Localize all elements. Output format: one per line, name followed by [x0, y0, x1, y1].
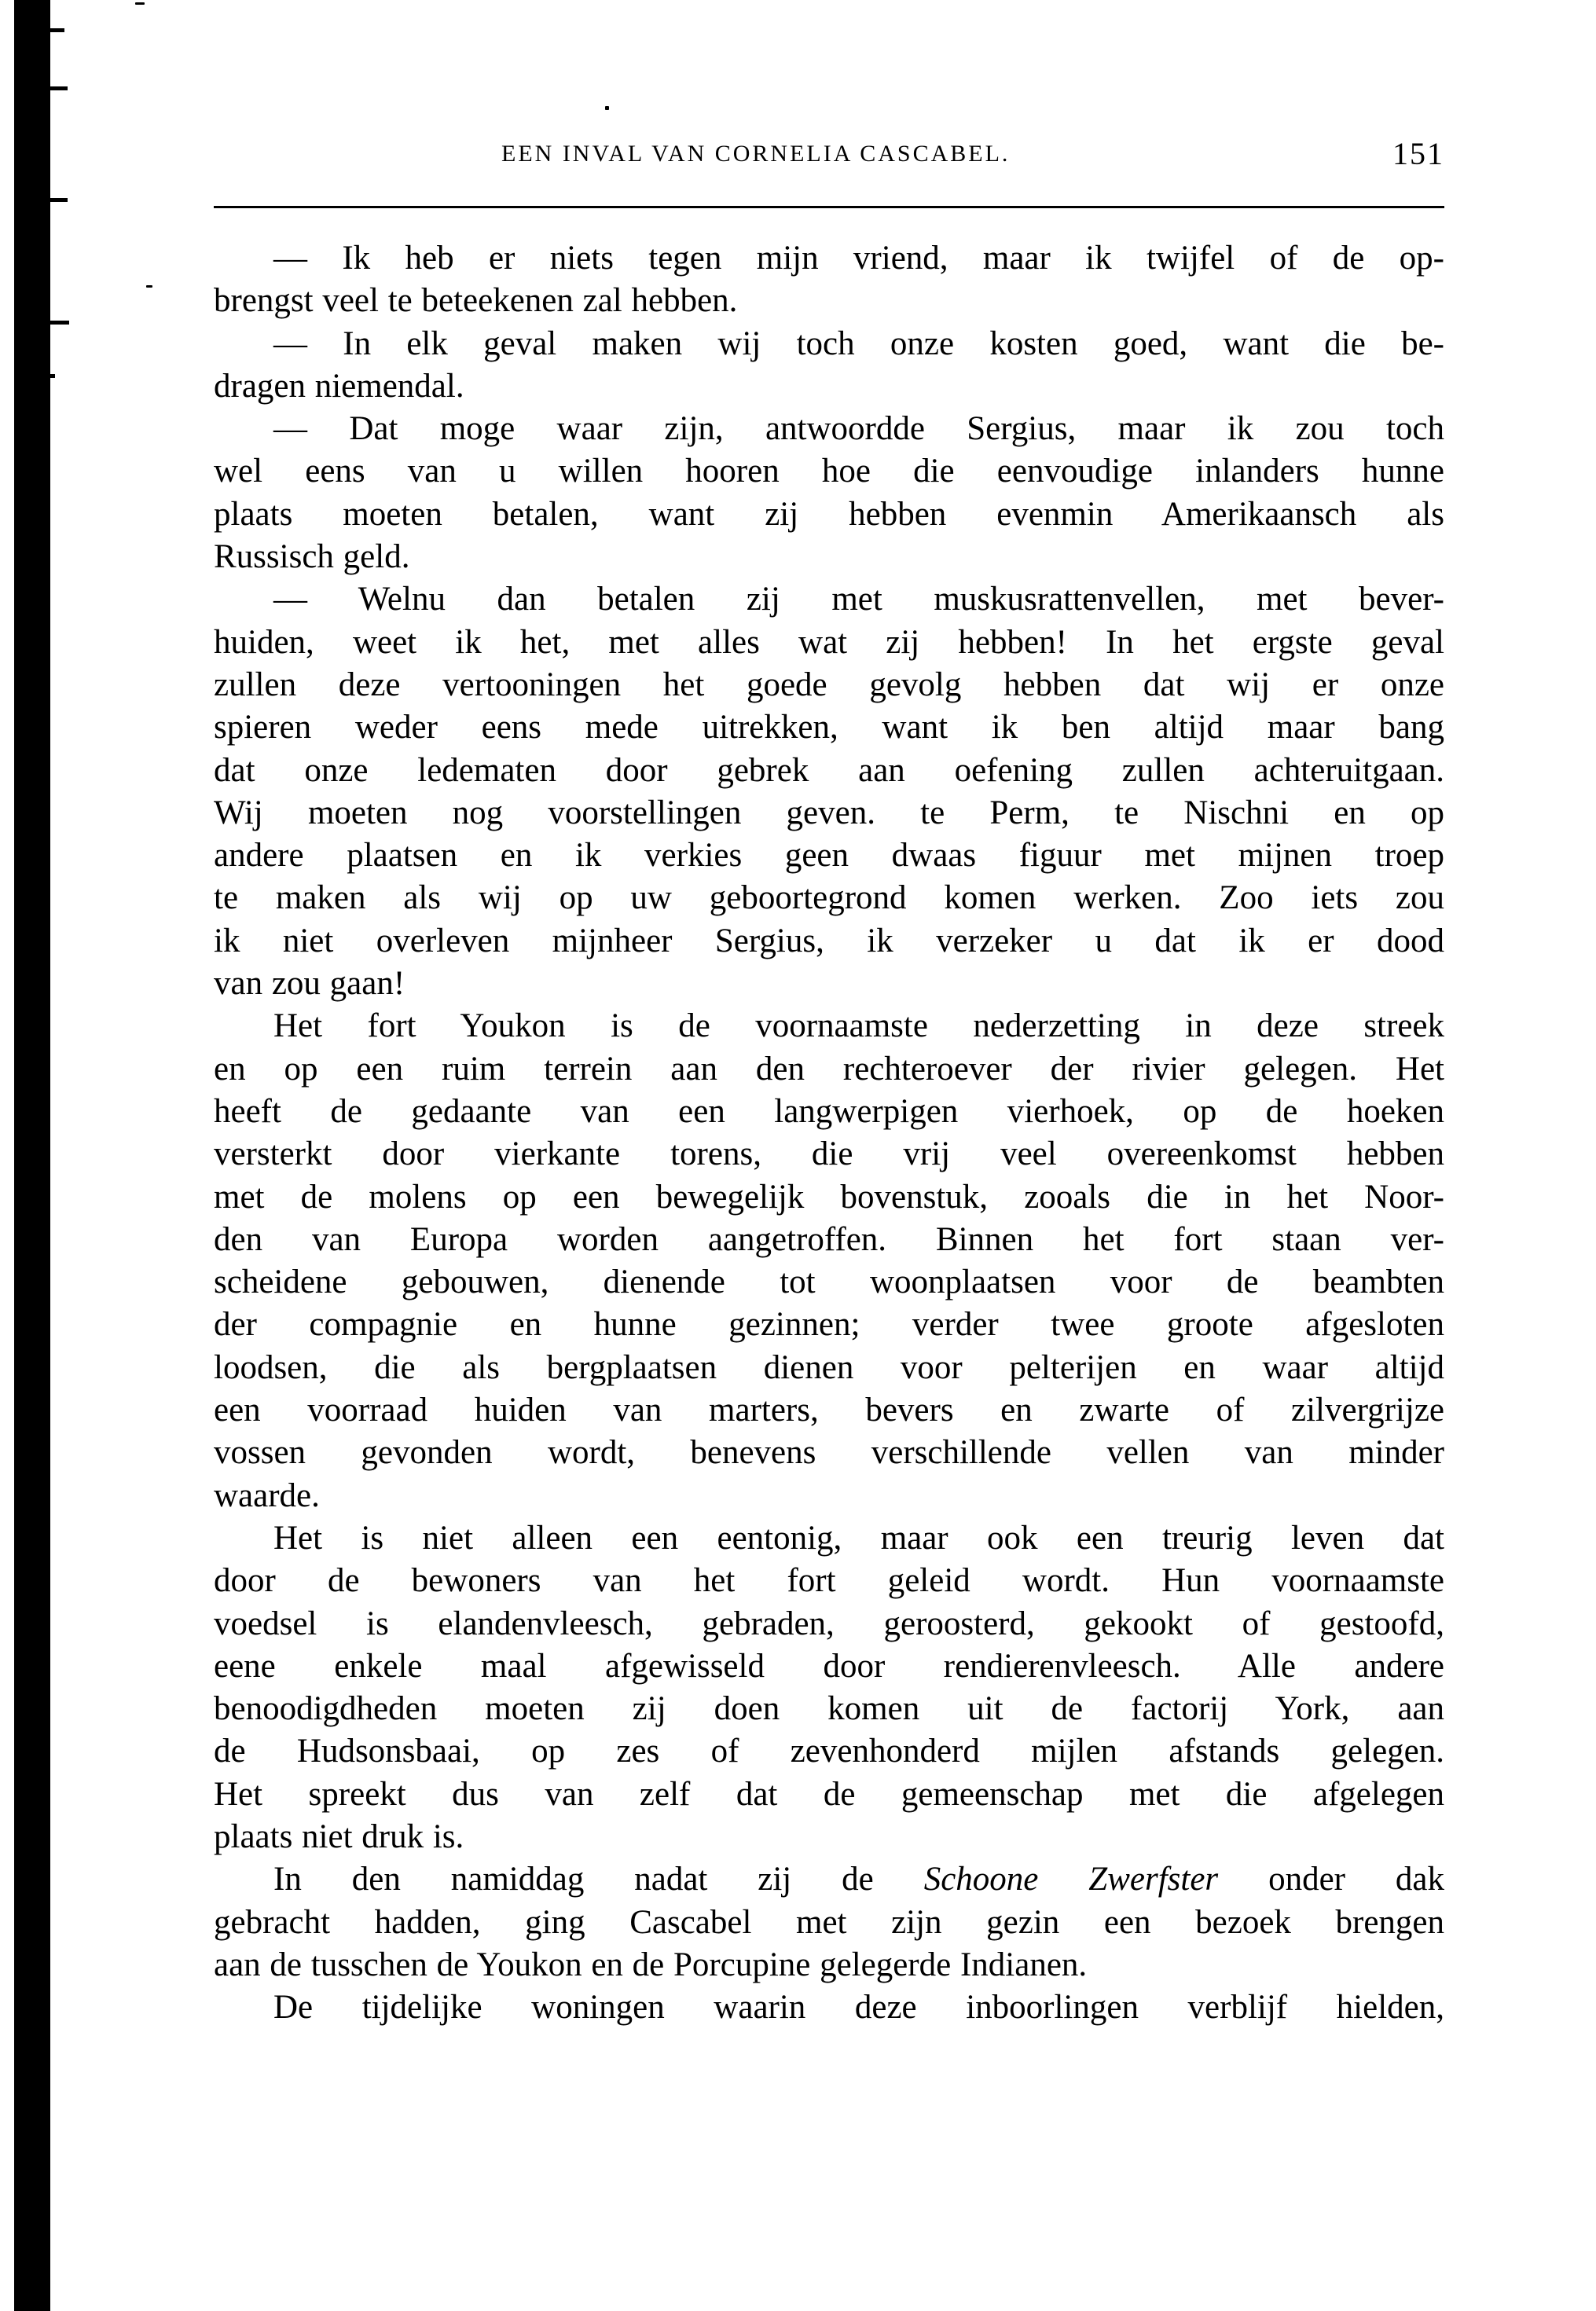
scan-artifact [47, 198, 68, 202]
ship-name-italic: Schoone Zwerfster [923, 1861, 1219, 1898]
text-line: van zou gaan! [214, 965, 405, 1003]
text-line: aan de tusschen de Youkon en de Porcupine gelegerde Indianen. [214, 1946, 1088, 1983]
scan-speck [135, 2, 145, 5]
text-line-with-italic [214, 1858, 1444, 1901]
text-line: eene enkele maal afgewisseld door rendierenvleesch. Alle andere [214, 1647, 1444, 1685]
text-line: den van Europa worden aangetroffen. Binnen het fort staan ver- [214, 1220, 1444, 1258]
text-line: spieren weder eens mede uitrekken, want ik ben altijd maar bang [214, 709, 1444, 746]
text-line: gebracht hadden, ging Cascabel met zijn gezin een bezoek brengen [214, 1903, 1444, 1941]
text-line: Het fort Youkon is de voornaamste nederzetting in deze streek [273, 1007, 1444, 1045]
running-title: EEN INVAL VAN CORNELIA CASCABEL. [501, 141, 1011, 167]
scan-binding-shadow [14, 0, 50, 2311]
text-line: door de bewoners van het fort geleid wordt. Hun voornaamste [214, 1562, 1444, 1600]
scan-speck [146, 285, 152, 288]
text-line: waarde. [214, 1476, 320, 1514]
text-line: plaats niet druk is. [214, 1818, 464, 1855]
scan-artifact [44, 374, 55, 378]
text-line: De tijdelijke woningen waarin deze inboorlingen verblijf hielden, [273, 1989, 1444, 2027]
scan-artifact [47, 28, 64, 32]
text-line: huiden, weet ik het, met alles wat zij hebben! In het ergste geval [214, 623, 1444, 661]
text-line: Het is niet alleen een eentonig, maar ook een treurig leven dat [273, 1519, 1444, 1557]
text-line: wel eens van u willen hooren hoe die eenvoudige inlanders hunne [214, 453, 1444, 490]
text-line: Het spreekt dus van zelf dat de gemeenschap met die afgelegen [214, 1775, 1444, 1813]
text-line: scheidene gebouwen, dienende tot woonplaatsen voor de beambten [214, 1264, 1444, 1301]
text-line: andere plaatsen en ik verkies geen dwaas figuur met mijnen troep [214, 837, 1444, 875]
scan-speck [605, 106, 609, 110]
text-line: — Welnu dan betalen zij met muskusrattenvellen, met bever- [273, 581, 1444, 618]
text-line: zullen deze vertooningen het goede gevolg hebben dat wij er onze [214, 666, 1444, 703]
text-line: heeft de gedaante van een langwerpigen vierhoek, op de hoeken [214, 1092, 1444, 1130]
text-line: dat onze ledematen door gebrek aan oefening zullen achteruitgaan. [214, 751, 1444, 789]
text-line: een voorraad huiden van marters, bevers en zwarte of zilvergrijze [214, 1392, 1444, 1429]
text-line: dragen niemendal. [214, 367, 464, 405]
text-line: Russisch geld. [214, 538, 410, 576]
text-line: — Ik heb er niets tegen mijn vriend, maar ik twijfel of de op- [273, 240, 1444, 277]
body-text [214, 237, 1444, 2029]
text-line: Wij moeten nog voorstellingen geven. te Perm, te Nischni en op [214, 794, 1444, 831]
text-line: te maken als wij op uw geboortegrond komen werken. Zoo iets zou [214, 879, 1444, 917]
text-line: plaats moeten betalen, want zij hebben evenmin Amerikaansch als [214, 495, 1444, 533]
text-line: brengst veel te beteekenen zal hebben. [214, 282, 738, 320]
scan-artifact [47, 321, 69, 325]
text-line: de Hudsonsbaai, op zes of zevenhonderd mijlen afstands gelegen. [214, 1733, 1444, 1770]
text-run: onder dak [1218, 1861, 1444, 1898]
text-line: der compagnie en hunne gezinnen; verder twee groote afgesloten [214, 1306, 1444, 1344]
scan-artifact [46, 86, 68, 90]
running-head [214, 132, 1444, 176]
text-line: benoodigdheden moeten zij doen komen uit de factorij York, aan [214, 1690, 1444, 1728]
text-line: — In elk geval maken wij toch onze kosten goed, want die be- [273, 325, 1444, 362]
header-rule [214, 206, 1444, 208]
text-line: loodsen, die als bergplaatsen dienen voor pelterijen en waar altijd [214, 1348, 1444, 1386]
text-line: met de molens op een bewegelijk bovenstuk, zooals die in het Noor- [214, 1178, 1444, 1216]
page-number: 151 [1392, 136, 1444, 171]
text-line: en op een ruim terrein aan den rechteroever der rivier gelegen. Het [214, 1050, 1444, 1088]
text-line: ik niet overleven mijnheer Sergius, ik verzeker u dat ik er dood [214, 922, 1444, 959]
text-line: voedsel is elandenvleesch, gebraden, geroosterd, gekookt of gestoofd, [214, 1605, 1444, 1642]
text-run: In den namiddag nadat zij de [273, 1861, 924, 1898]
text-line: — Dat moge waar zijn, antwoordde Sergius, maar ik zou toch [273, 410, 1444, 448]
text-line: versterkt door vierkante torens, die vrij veel overeenkomst hebben [214, 1135, 1444, 1173]
text-line: vossen gevonden wordt, benevens verschillende vellen van minder [214, 1434, 1444, 1472]
